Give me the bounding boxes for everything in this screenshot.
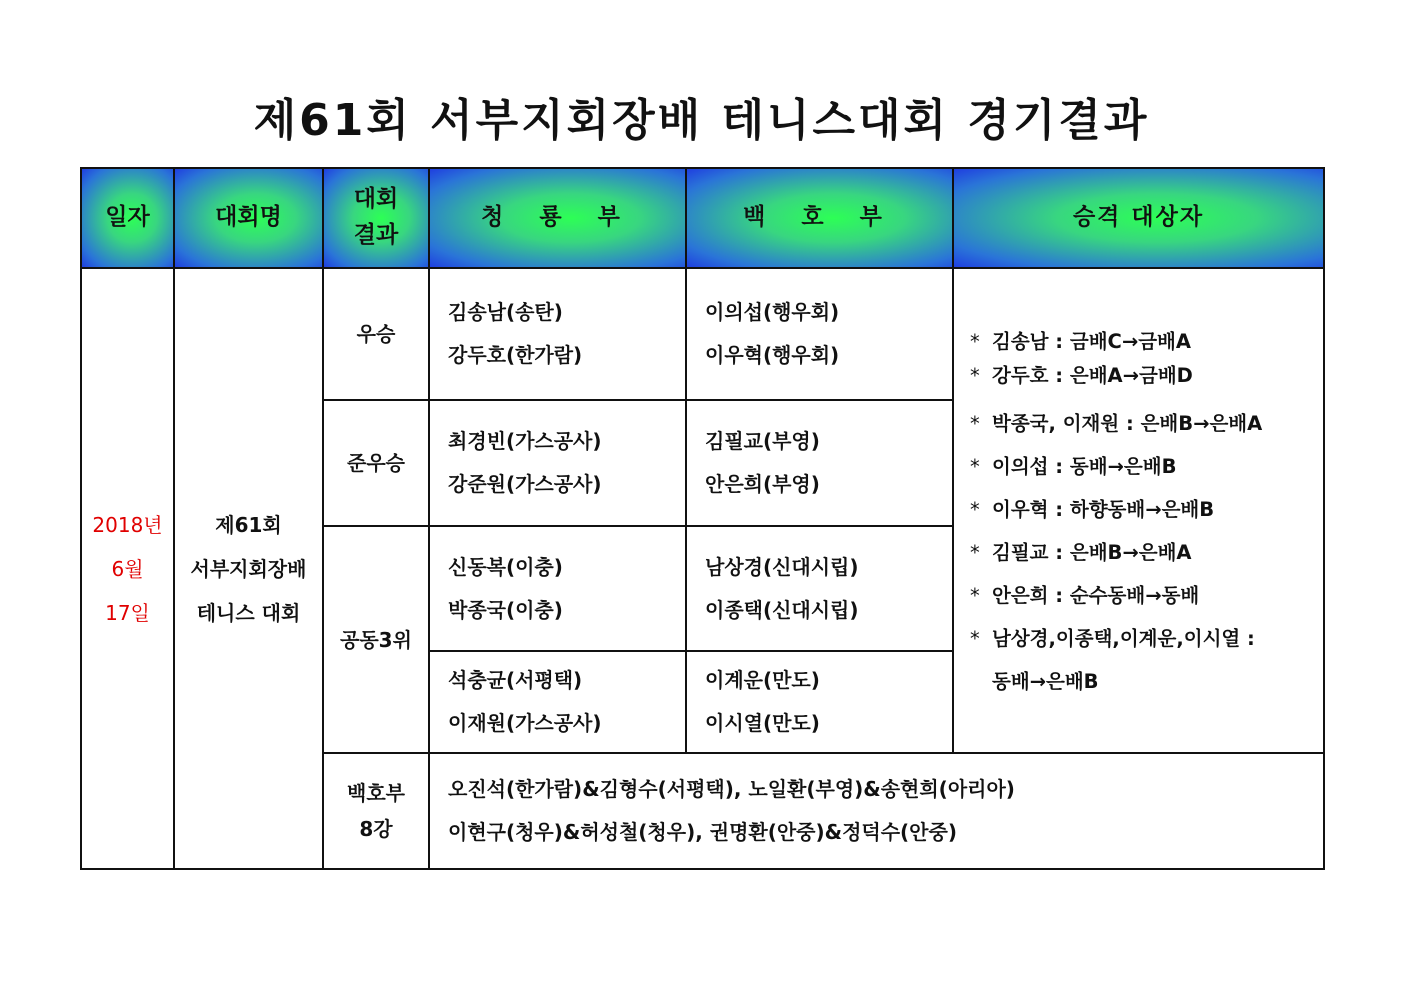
promotion-item-continued: 동배→은배B	[992, 670, 1099, 693]
promotion-item: * 이의섭 : 동배→은배B	[970, 445, 1323, 488]
header-promotion: 승격 대상자	[953, 168, 1324, 268]
header-result	[323, 168, 429, 268]
header-date: 일자	[81, 168, 174, 268]
third-a-cheongryong	[429, 526, 686, 651]
row-winner	[81, 268, 1324, 400]
promotion-item: * 이우혁 : 하향동배→은배B	[970, 488, 1323, 531]
baekho-8-label-line2: 8강	[359, 817, 393, 841]
page-title: 제61회 서부지회장배 테니스대회 경기결과	[253, 95, 1150, 146]
third-b-cheongryong	[429, 651, 686, 753]
promotion-item: * 김필교 : 은배B→은배A	[970, 531, 1323, 574]
pair-line: 이현구(청우)&허성철(청우), 권명환(안중)&정덕수(안중)	[448, 820, 957, 844]
player-name: 최경빈(가스공사)	[448, 429, 602, 453]
player-name: 강두호(한가람)	[448, 343, 583, 367]
bullet-star: *	[970, 498, 980, 521]
bullet-star: *	[970, 364, 980, 387]
competition-cell	[174, 268, 323, 869]
competition-line3: 테니스 대회	[196, 600, 301, 625]
winner-cheongryong	[429, 268, 686, 400]
header-cheongryong: 청 룡 부	[429, 168, 686, 268]
header-result-line2: 결과	[353, 222, 399, 248]
player-name: 이시열(만도)	[705, 711, 820, 735]
bullet-star: *	[970, 541, 980, 564]
runner-up-baekho	[686, 400, 953, 526]
date-month: 6월	[111, 556, 144, 581]
competition-line1: 제61회	[215, 512, 282, 537]
header-result-line1: 대회	[353, 186, 399, 213]
promotion-cell	[953, 268, 1324, 753]
third-a-baekho	[686, 526, 953, 651]
results-table	[80, 167, 1325, 870]
header-competition: 대회명	[174, 168, 323, 268]
baekho-8-label-line1: 백호부	[347, 781, 405, 805]
third-b-baekho	[686, 651, 953, 753]
runner-up-cheongryong	[429, 400, 686, 526]
bullet-star: *	[970, 412, 980, 435]
promotion-item: * 남상경,이종택,이계운,이시열 :	[970, 617, 1323, 660]
promotion-item: * 박종국, 이재원 : 은배B→은배A	[970, 402, 1323, 445]
header-row	[81, 168, 1324, 268]
baekho-8-pairs	[429, 753, 1324, 869]
result-winner: 우승	[323, 268, 429, 400]
bullet-star: *	[970, 584, 980, 607]
date-cell	[81, 268, 174, 869]
bullet-star: *	[970, 455, 980, 478]
pair-line: 오진석(한가람)&김형수(서평택), 노일환(부영)&송현희(아리아)	[448, 777, 1015, 801]
player-name: 이계운(만도)	[705, 668, 820, 692]
result-runner-up: 준우승	[323, 400, 429, 526]
player-name: 이재원(가스공사)	[448, 711, 602, 735]
promotion-item: * 김송남 : 금배C→금배A	[970, 325, 1323, 359]
promotion-item: * 강두호 : 은배A→금배D	[970, 359, 1323, 393]
player-name: 강준원(가스공사)	[448, 472, 602, 496]
header-baekho: 백 호 부	[686, 168, 953, 268]
player-name: 김송남(송탄)	[448, 300, 563, 324]
result-third: 공동3위	[323, 526, 429, 753]
player-name: 안은희(부영)	[705, 472, 820, 496]
competition-line2: 서부지회장배	[190, 556, 307, 581]
player-name: 박종국(이충)	[448, 597, 563, 622]
player-name: 신동복(이충)	[448, 554, 563, 579]
player-name: 석충균(서평택)	[448, 668, 583, 692]
player-name: 남상경(신대시립)	[705, 554, 859, 579]
player-name: 이우혁(행우회)	[705, 343, 840, 367]
promotion-item: * 안은희 : 순수동배→동배	[970, 574, 1323, 617]
player-name: 이의섭(행우회)	[705, 300, 840, 324]
bullet-star: *	[970, 627, 980, 650]
player-name: 김필교(부영)	[705, 429, 820, 453]
result-baekho-8	[323, 753, 429, 869]
player-name: 이종택(신대시립)	[705, 597, 859, 622]
winner-baekho	[686, 268, 953, 400]
bullet-star: *	[970, 330, 980, 353]
date-year: 2018년	[92, 512, 163, 537]
date-day: 17일	[105, 600, 150, 625]
